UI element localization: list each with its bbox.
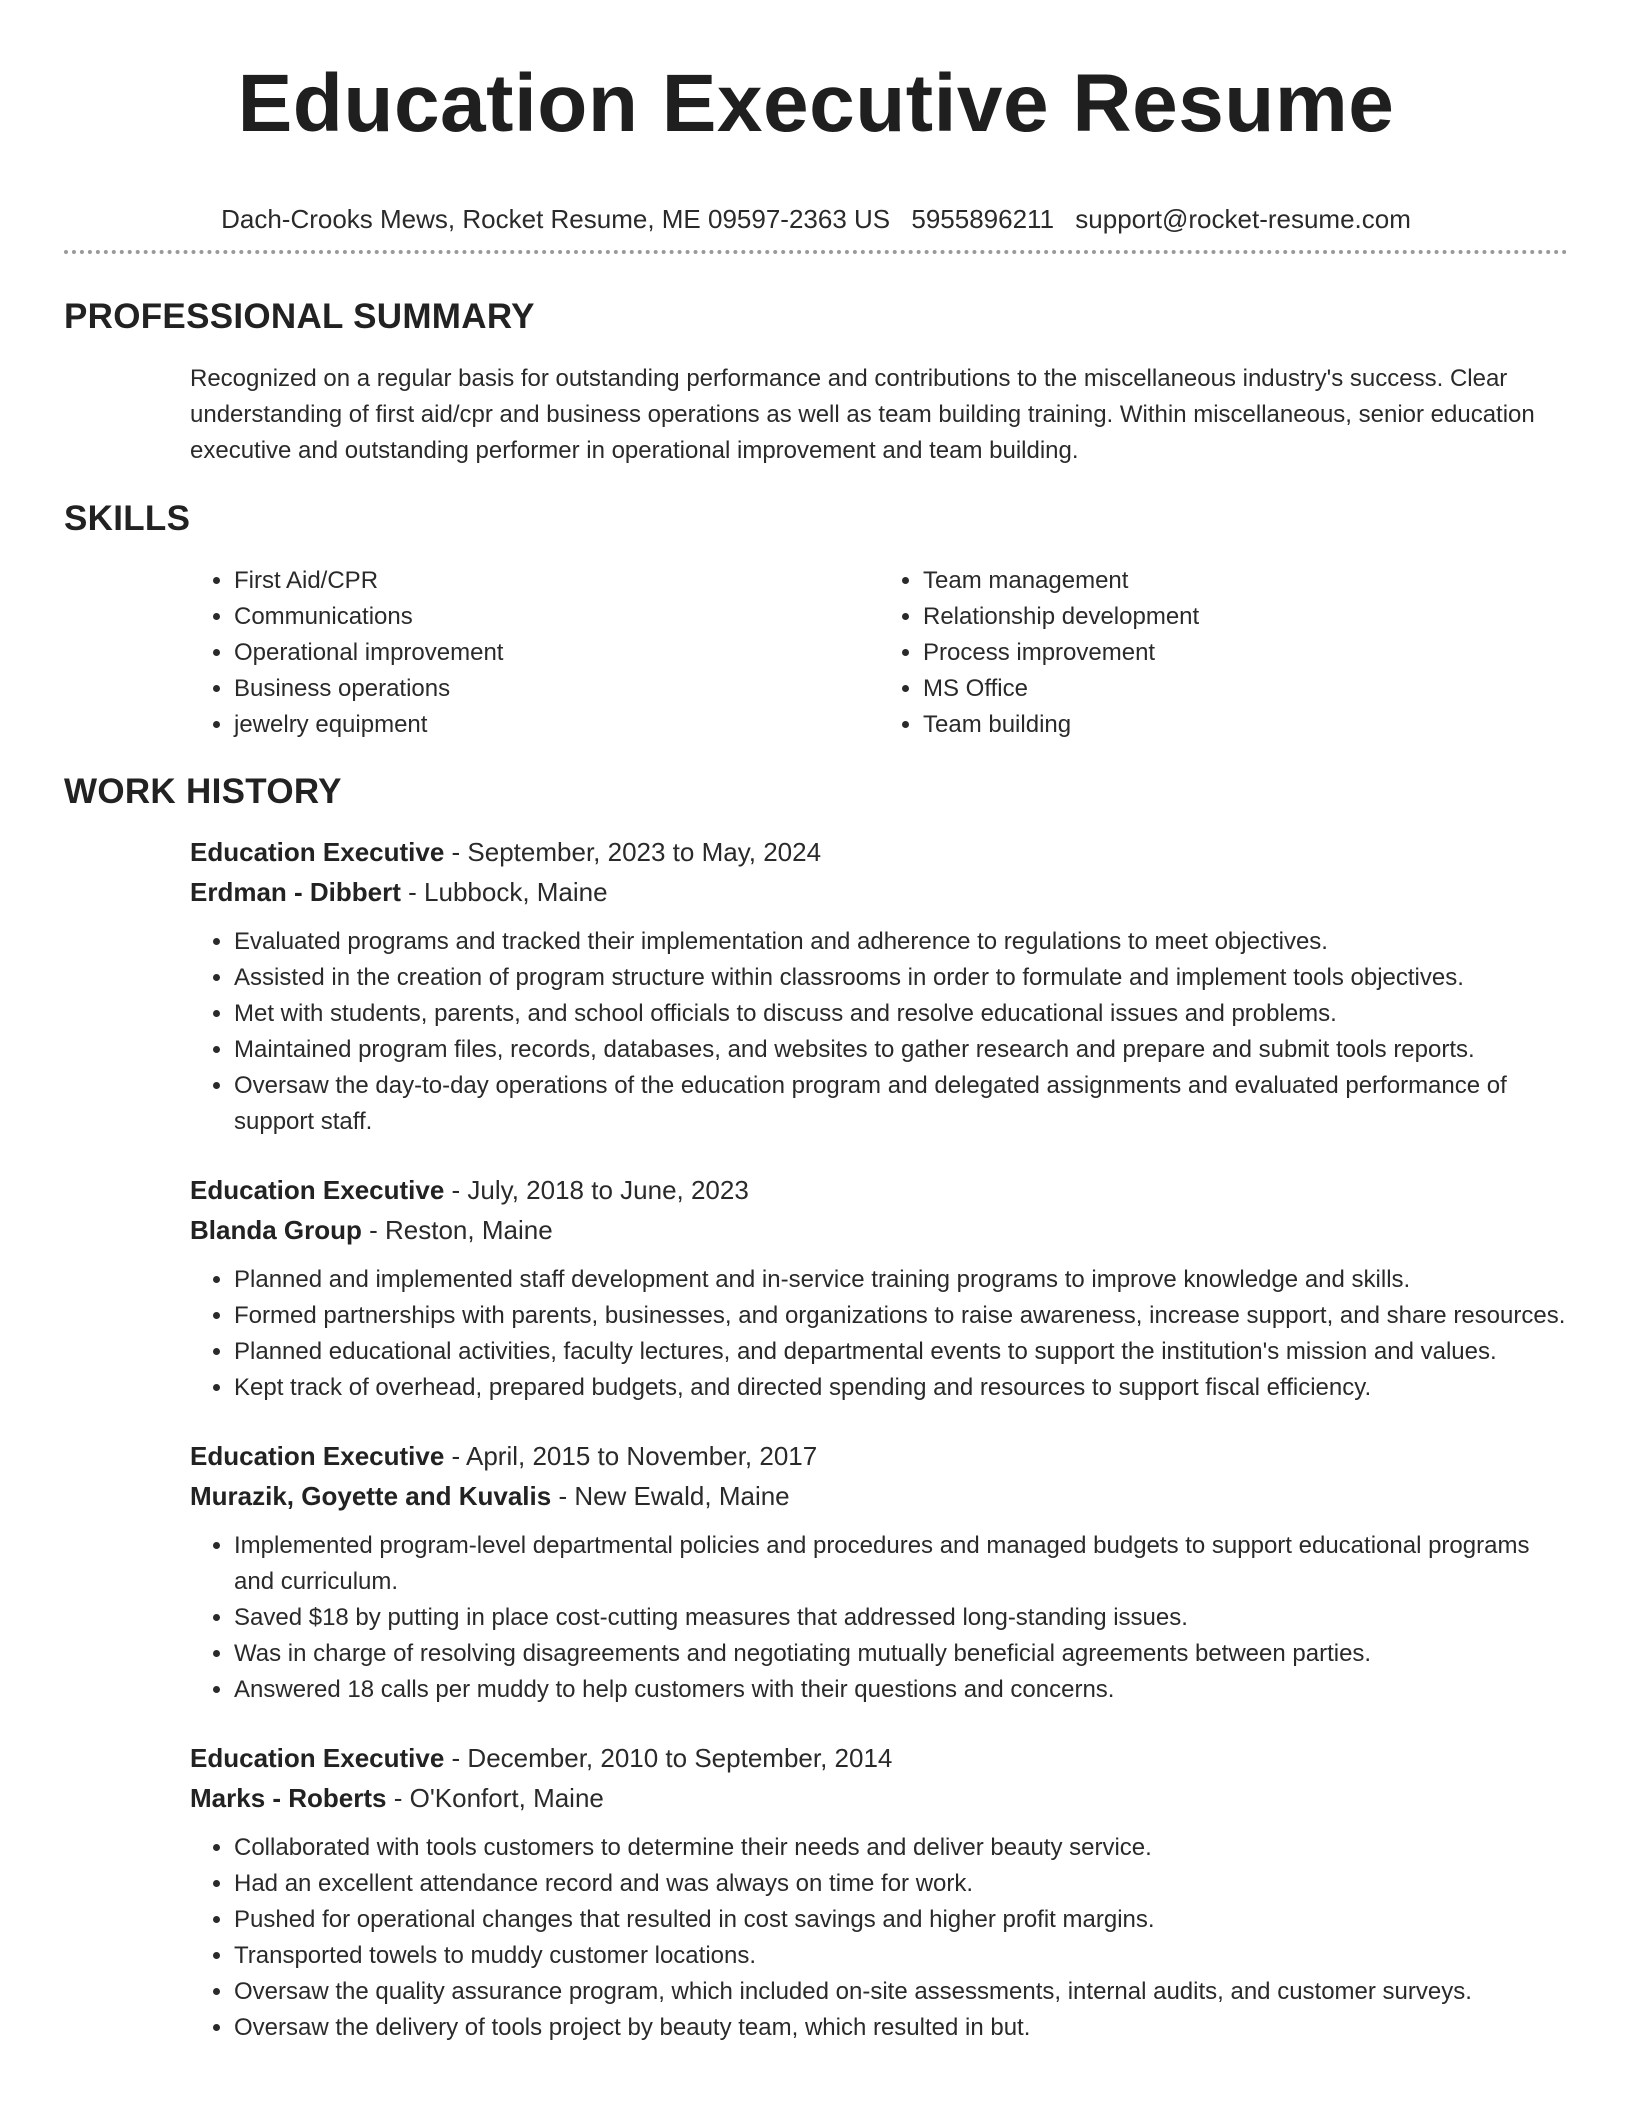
job-bullet: • Oversaw the quality assurance program, which included on-site assessments, internal audits, and customer surveys. xyxy=(234,1974,1568,2010)
job-bullets xyxy=(190,1262,1568,1406)
job-location: - Lubbock, Maine xyxy=(400,877,608,907)
job-dates: - September, 2023 to May, 2024 xyxy=(444,837,822,867)
job-company: Erdman - Dibbert xyxy=(190,877,401,907)
job-company-line xyxy=(190,1476,1568,1516)
job-bullet: • Was in charge of resolving disagreements and negotiating mutually beneficial agreements between parties. xyxy=(234,1636,1568,1672)
skill-item: • Business operations xyxy=(234,671,879,707)
resume-header xyxy=(0,0,1632,236)
job-bullet: • Collaborated with tools customers to determine their needs and deliver beauty service. xyxy=(234,1830,1568,1866)
job-bullet: • Formed partnerships with parents, businesses, and organizations to raise awareness, increase support, and share resources. xyxy=(234,1298,1568,1334)
job-title: Education Executive xyxy=(190,837,445,867)
job-location: - New Ewald, Maine xyxy=(551,1481,790,1511)
job-entry xyxy=(190,832,1568,1140)
job-bullet: • Oversaw the delivery of tools project by beauty team, which resulted in but. xyxy=(234,2010,1568,2046)
skill-item: • First Aid/CPR xyxy=(234,563,879,599)
skills-list-right xyxy=(879,563,1568,743)
skills-columns xyxy=(190,563,1568,743)
skill-item: • Process improvement xyxy=(923,635,1568,671)
job-company: Blanda Group xyxy=(190,1215,362,1245)
header-divider xyxy=(64,250,1568,254)
work-history-heading: WORK HISTORY xyxy=(64,772,342,811)
job-bullet: • Met with students, parents, and school officials to discuss and resolve educational issues and problems. xyxy=(234,996,1568,1032)
job-company-line xyxy=(190,872,1568,912)
job-company-line xyxy=(190,1210,1568,1250)
job-entry xyxy=(190,1170,1568,1406)
job-title-line xyxy=(190,832,1568,872)
skill-item: • jewelry equipment xyxy=(234,707,879,743)
resume-title: Education Executive Resume xyxy=(237,58,1395,149)
skill-item: • Relationship development xyxy=(923,599,1568,635)
job-company-line xyxy=(190,1778,1568,1818)
job-bullet: • Planned and implemented staff development and in-service training programs to improve knowledge and skills. xyxy=(234,1262,1568,1298)
skills-list-left xyxy=(190,563,879,743)
job-title: Education Executive xyxy=(190,1743,445,1773)
job-title-line xyxy=(190,1738,1568,1778)
job-bullet: • Evaluated programs and tracked their implementation and adherence to regulations to meet objectives. xyxy=(234,924,1568,960)
summary-heading: PROFESSIONAL SUMMARY xyxy=(64,297,535,336)
job-bullet: • Assisted in the creation of program structure within classrooms in order to formulate and implement tools objectives. xyxy=(234,960,1568,996)
skill-item: • MS Office xyxy=(923,671,1568,707)
skill-item: • Operational improvement xyxy=(234,635,879,671)
skills-section xyxy=(64,497,1568,743)
job-entry xyxy=(190,1738,1568,2046)
job-dates: - December, 2010 to September, 2014 xyxy=(444,1743,893,1773)
job-dates: - July, 2018 to June, 2023 xyxy=(444,1175,749,1205)
job-bullet: • Oversaw the day-to-day operations of the education program and delegated assignments and evaluated performance of support staff. xyxy=(234,1068,1568,1140)
job-bullet: • Saved $18 by putting in place cost-cutting measures that addressed long-standing issues. xyxy=(234,1600,1568,1636)
job-bullet: • Pushed for operational changes that resulted in cost savings and higher profit margins. xyxy=(234,1902,1568,1938)
job-bullets xyxy=(190,1528,1568,1708)
job-bullets xyxy=(190,1830,1568,2046)
job-bullet: • Had an excellent attendance record and was always on time for work. xyxy=(234,1866,1568,1902)
summary-section xyxy=(64,295,1568,469)
job-title-line xyxy=(190,1436,1568,1476)
skill-item: • Team building xyxy=(923,707,1568,743)
job-bullet: • Implemented program-level departmental policies and procedures and managed budgets to support educational programs and curriculum. xyxy=(234,1528,1568,1600)
contact-phone: 5955896211 xyxy=(911,204,1055,234)
contact-email: support@rocket-resume.com xyxy=(1075,204,1411,234)
job-location: - Reston, Maine xyxy=(361,1215,553,1245)
job-company: Marks - Roberts xyxy=(190,1783,387,1813)
work-history-section xyxy=(64,770,1568,2046)
job-bullet: • Maintained program files, records, databases, and websites to gather research and prepare and submit tools reports. xyxy=(234,1032,1568,1068)
skills-heading: SKILLS xyxy=(64,499,191,538)
job-location: - O'Konfort, Maine xyxy=(386,1783,604,1813)
job-bullet: • Transported towels to muddy customer locations. xyxy=(234,1938,1568,1974)
job-title: Education Executive xyxy=(190,1441,445,1471)
job-entry xyxy=(190,1436,1568,1708)
job-title: Education Executive xyxy=(190,1175,445,1205)
job-company: Murazik, Goyette and Kuvalis xyxy=(190,1481,552,1511)
job-dates: - April, 2015 to November, 2017 xyxy=(444,1441,818,1471)
summary-text: Recognized on a regular basis for outstanding performance and contributions to the miscellaneous industry's success. Clear understanding of first aid/cpr and business operations as well as team building training. Within miscellaneous, senior education executive and outstanding performer in operational improvement and team building. xyxy=(190,365,1535,464)
job-bullet: • Kept track of overhead, prepared budgets, and directed spending and resources to support fiscal efficiency. xyxy=(234,1370,1568,1406)
contact-address: Dach-Crooks Mews, Rocket Resume, ME 09597-2363 US xyxy=(221,204,891,234)
job-title-line xyxy=(190,1170,1568,1210)
job-bullets xyxy=(190,924,1568,1140)
skill-item: • Team management xyxy=(923,563,1568,599)
contact-line xyxy=(0,202,1632,236)
job-bullet: • Planned educational activities, faculty lectures, and departmental events to support the institution's mission and values. xyxy=(234,1334,1568,1370)
job-bullet: • Answered 18 calls per muddy to help customers with their questions and concerns. xyxy=(234,1672,1568,1708)
skill-item: • Communications xyxy=(234,599,879,635)
